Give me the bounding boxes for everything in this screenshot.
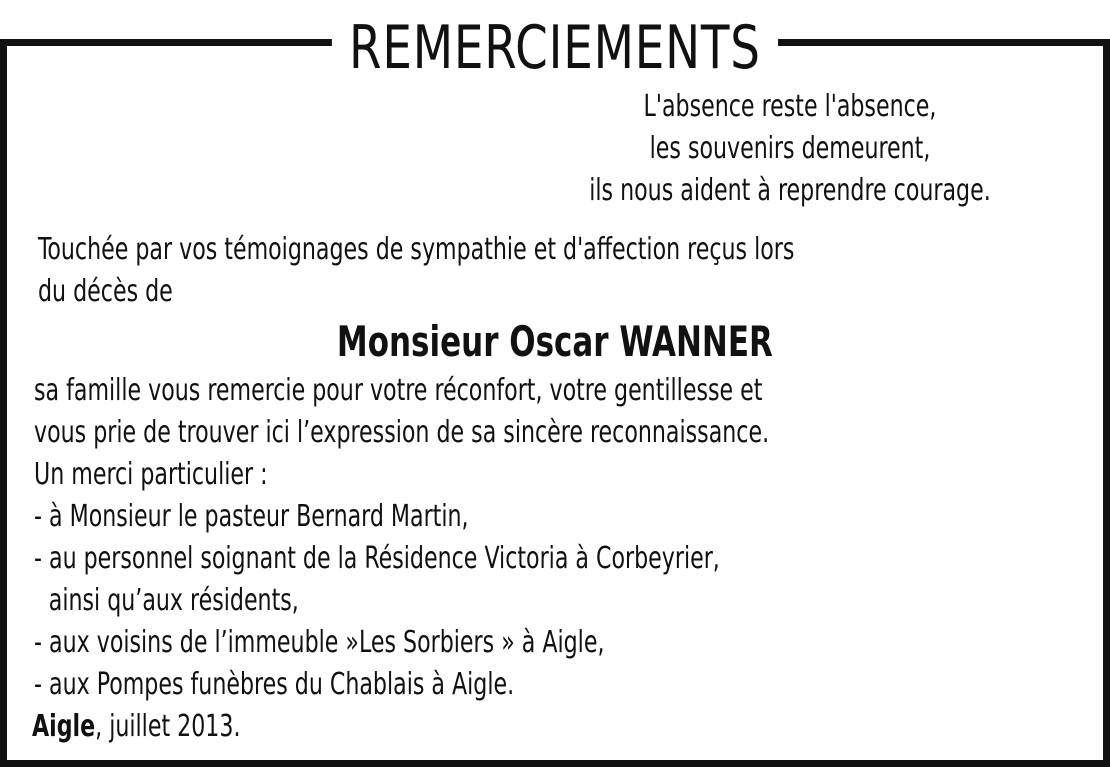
quote-line: les souvenirs demeurent, bbox=[649, 131, 931, 166]
signature-date: , juillet 2013. bbox=[95, 709, 241, 744]
deceased-name: Monsieur Oscar WANNER bbox=[336, 317, 774, 366]
quote-block bbox=[540, 86, 1040, 212]
body-line: sa famille vous remercie pour votre réconfort, votre gentillesse et bbox=[34, 373, 763, 408]
list-item: - à Monsieur le pasteur Bernard Martin, bbox=[34, 499, 469, 534]
intro-line: Touchée par vos témoignages de sympathie et d'affection reçus lors bbox=[38, 232, 795, 267]
body-line: Un merci particulier : bbox=[34, 457, 268, 492]
list-item: - aux voisins de l’immeuble »Les Sorbiers » à Aigle, bbox=[34, 625, 605, 660]
signature-place: Aigle bbox=[32, 709, 96, 744]
intro-line: du décès de bbox=[38, 274, 173, 309]
list-item: - au personnel soignant de la Résidence Victoria à Corbeyrier, bbox=[34, 541, 720, 576]
quote-line: ils nous aident à reprendre courage. bbox=[589, 173, 991, 208]
signature-line bbox=[32, 706, 240, 748]
list-item: - aux Pompes funèbres du Chablais à Aigle. bbox=[34, 667, 515, 702]
list-item-continuation: ainsi qu’aux résidents, bbox=[48, 583, 299, 618]
quote-line: L'absence reste l'absence, bbox=[643, 89, 937, 124]
thanks-body bbox=[34, 370, 1084, 706]
intro-paragraph bbox=[38, 229, 1074, 313]
deceased-name-container bbox=[0, 316, 1110, 368]
title-container bbox=[0, 14, 1110, 82]
page-title: REMERCIEMENTS bbox=[332, 14, 778, 82]
body-line: vous prie de trouver ici l’expression de sa sincère reconnaissance. bbox=[34, 415, 770, 450]
